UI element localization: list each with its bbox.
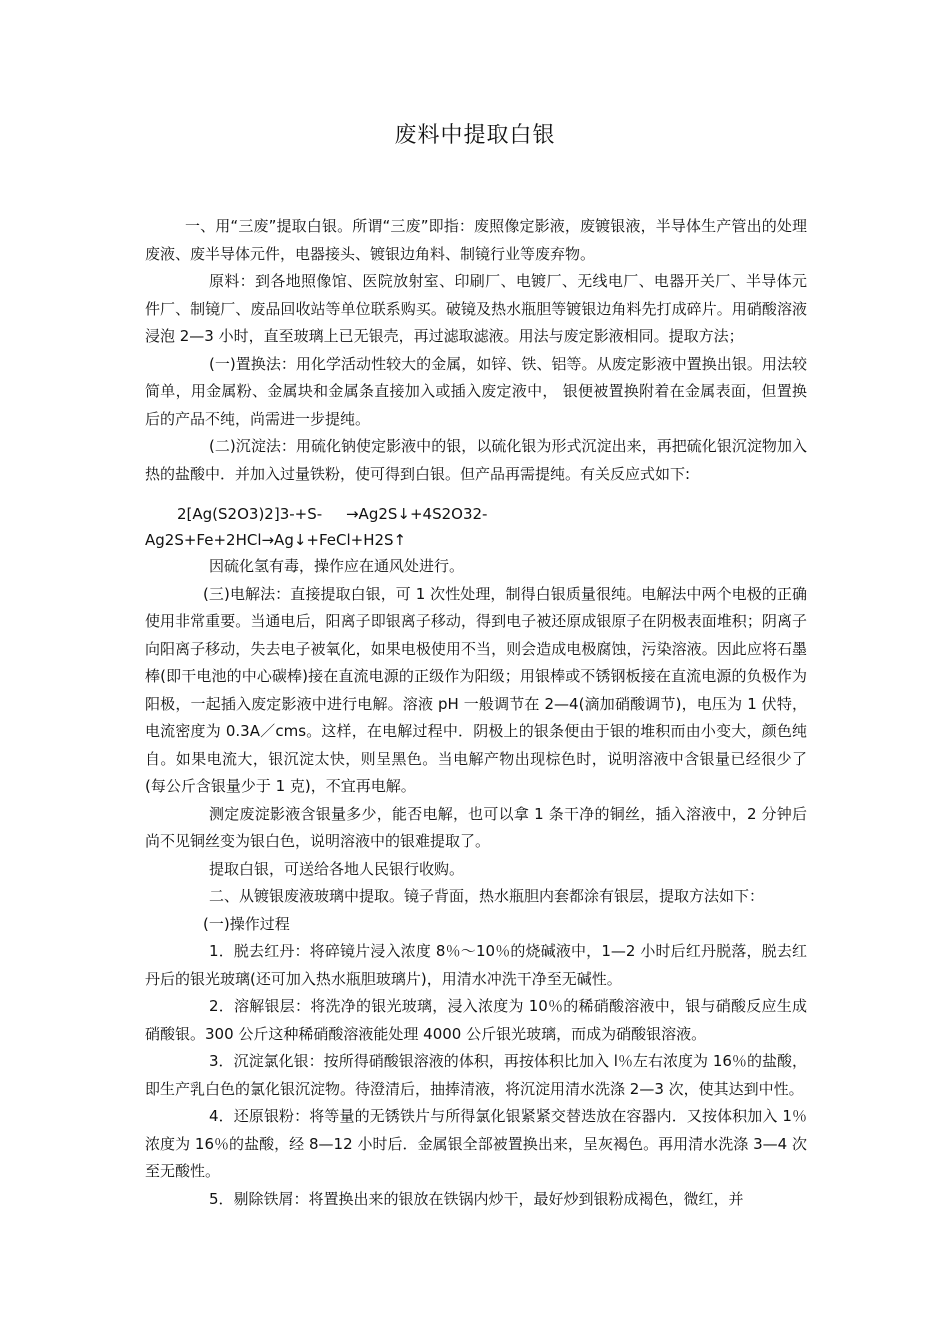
reaction-formula-1: 2[Ag(S2O3)2]3-+S- →Ag2S↓+4S2O32- bbox=[177, 505, 488, 523]
paragraph-purchase: 提取白银，可送给各地人民银行收购。 bbox=[209, 859, 465, 878]
paragraph-precipitation-method: (二)沉淀法：用硫化钠使定影液中的银，以硫化银为形式沉淀出来，再把硫化银沉淀物加入热的盐酸中．并加入过量铁粉，使可得到白银。但产品再需提纯。有关反应式如下: bbox=[145, 437, 807, 483]
paragraph-step-3: 3．沉淀氯化银：按所得硝酸银溶液的体积，再按体积比加入 l％左右浓度为 16％的盐酸，即生产乳白色的氯化银沉淀物。待澄清后，抽捧清液，将沉淀用清水洗涤 2—3 次，使其达到中性。 bbox=[145, 1052, 807, 1098]
paragraph-step-4: 4．还原银粉：将等量的无锈铁片与所得氯化银紧紧交替迭放在容器内．又按体积加入 1％浓度为 16％的盐酸，经 8—12 小时后．金属银全部被置换出来，呈灰褐色。再用清水洗涤 3—4 次至无酸性。 bbox=[145, 1107, 807, 1180]
paragraph-step-2: 2．溶解银层：将洗净的银光玻璃，浸入浓度为 10％的稀硝酸溶液中，银与硝酸反应生成硝酸银。300 公斤这种稀硝酸溶液能处理 4000 公斤银光玻璃，而成为硝酸银溶液。 bbox=[145, 997, 807, 1043]
paragraph-materials: 原料：到各地照像馆、医院放射室、印刷厂、电镀厂、无线电厂、电器开关厂、半导体元件厂、制镜厂、废品回收站等单位联系购买。破镜及热水瓶胆等镀银边角料先打成碎片。用硝酸溶液浸泡 2—3 小时，直至玻璃上已无银壳，再过滤取滤液。用法与废定影液相同。提取方法； bbox=[145, 272, 807, 345]
paragraph-mirror-section: 二、从镀银废液玻璃中提取。镜子背面，热水瓶胆内套都涂有银层，提取方法如下： bbox=[209, 887, 765, 905]
paragraph-intro: 一、用“三废”提取白银。所谓“三废”即指：废照像定影液，废镀银液，半导体生产管出的处理废液、废半导体元件，电器接头、镀银边角料、制镜行业等废弃物。 bbox=[145, 217, 807, 263]
paragraph-step-1: 1．脱去红丹：将碎镜片浸入浓度 8％～10％的烧碱液中，1—2 小时后红丹脱落，脱去红丹后的银光玻璃(还可加入热水瓶胆玻璃片)，用清水冲洗干净至无碱性。 bbox=[145, 942, 807, 988]
paragraph-step-5: 5．剔除铁屑：将置换出来的银放在铁锅内炒干，最好炒到银粉成褐色，微红，并 bbox=[209, 1189, 744, 1208]
document-title: 废料中提取白银 bbox=[394, 123, 556, 148]
reaction-formulas bbox=[145, 501, 807, 553]
paragraph-silver-test: 测定废淀影液含银量多少，能否电解，也可以拿 1 条干净的铜丝，插入溶液中，2 分钟后尚不见铜丝变为银白色，说明溶液中的银难提取了。 bbox=[145, 804, 807, 850]
paragraph-operation-heading: (一)操作过程 bbox=[203, 914, 290, 933]
document-body bbox=[145, 213, 807, 1213]
paragraph-safety-note: 因硫化氢有毒，操作应在通风处进行。 bbox=[209, 557, 465, 575]
paragraph-replacement-method: (一)置换法：用化学活动性较大的金属，如锌、铁、铝等。从废定影液中置换出银。用法较简单，用金属粉、金属块和金属条直接加入或插入废定液中， 银便被置换附着在金属表面，但置换后的产品不纯，尚需进一步提纯。 bbox=[145, 354, 807, 428]
reaction-formula-2: Ag2S+Fe+2HCl→Ag↓+FeCl+H2S↑ bbox=[145, 531, 407, 549]
paragraph-electrolysis-method: (三)电解法：直接提取白银，可 1 次性处理，制得白银质量很纯。电解法中两个电极的正确使用非常重要。当通电后，阳离子即银离子移动，得到电子被还原成银原子在阴极表面堆积；阴离子向阳离子移动，失去电子被氧化，如果电极使用不当，则会造成电极腐蚀，污染溶液。因此应将石墨棒(即干电池的中心碳棒)接在直流电源的正级作为阳级；用银棒或不锈钢板接在直流电源的负极作为阳极，一起插入废定影液中进行电解。溶液 pH 一般调节在 2—4(滴加硝酸调节)，电压为 1 伏特，电流密度为 0.3A／cms。这样，在电解过程中．阴极上的银条便由于银的堆积而由小变大，颜色纯自。如果电流大，银沉淀太快，则呈黑色。当电解产物出现棕色时，说明溶液中含银量已经很少了(每公斤含银量少于 1 克)，不宜再电解。 bbox=[145, 584, 807, 795]
